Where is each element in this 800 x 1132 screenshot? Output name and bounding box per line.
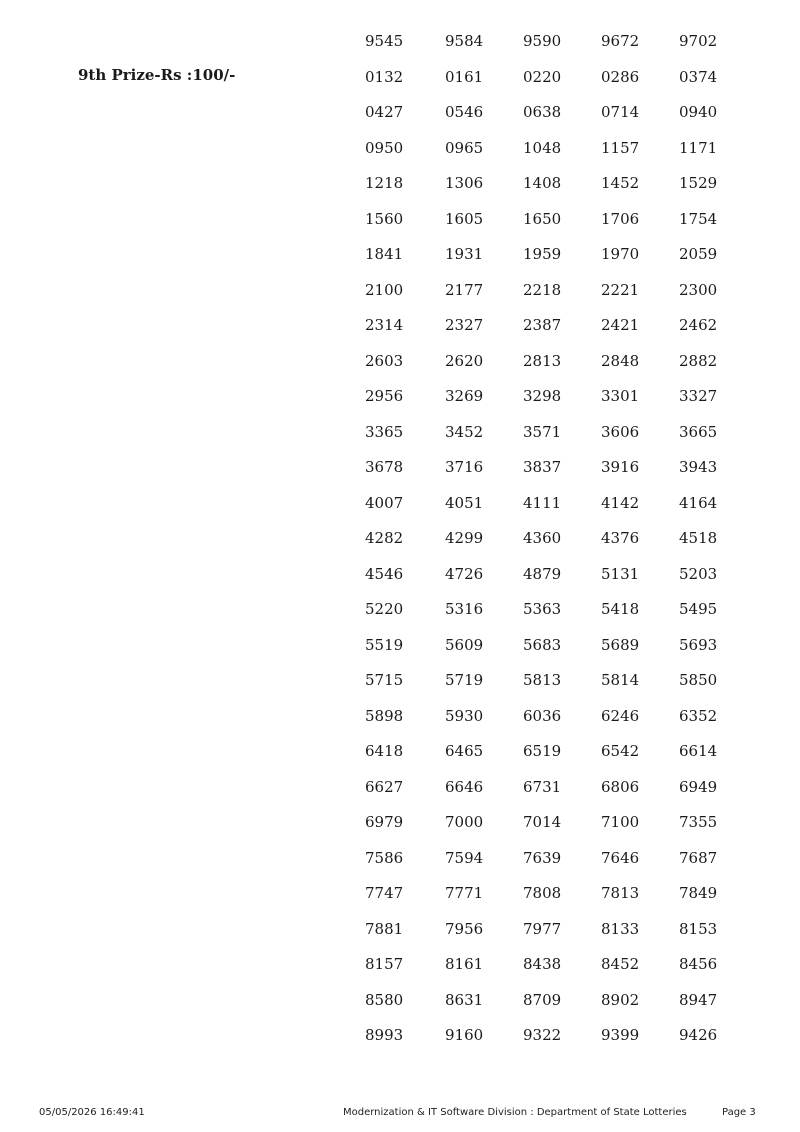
winning-number: 7355 — [679, 813, 718, 831]
winning-number: 6352 — [679, 706, 718, 725]
winning-number: 3298 — [523, 387, 562, 405]
winning-number: 1048 — [523, 138, 562, 157]
winning-number: 6979 — [365, 813, 404, 831]
winning-number: 0427 — [365, 103, 404, 121]
winning-number: 7000 — [445, 813, 484, 831]
footer-datetime: 05/05/2026 16:49:41 — [39, 1107, 145, 1118]
winning-number: 9590 — [523, 32, 562, 50]
winning-number: 2620 — [445, 351, 484, 370]
winning-number: 2218 — [523, 280, 562, 299]
winning-number: 8438 — [523, 955, 562, 973]
winning-number: 8709 — [523, 990, 562, 1009]
winning-number: 6731 — [523, 777, 562, 796]
winning-number: 1218 — [365, 174, 404, 192]
winning-number: 4282 — [365, 529, 404, 547]
winning-number: 6418 — [365, 742, 404, 760]
winning-number: 6246 — [601, 706, 640, 725]
winning-number: 1560 — [365, 209, 404, 228]
winning-number: 8133 — [601, 919, 640, 938]
winning-number: 7977 — [523, 919, 562, 938]
winning-number: 7639 — [523, 848, 562, 867]
winning-number: 7747 — [365, 884, 404, 902]
winning-number: 5609 — [445, 635, 484, 654]
winning-number: 1157 — [601, 138, 640, 157]
winning-number: 4111 — [523, 493, 562, 512]
winning-number: 6627 — [365, 777, 404, 796]
winning-number: 3571 — [523, 422, 562, 441]
footer-division: Modernization & IT Software Division : Department of State Lotteries — [343, 1107, 687, 1118]
winning-number: 1650 — [523, 209, 562, 228]
winning-number: 2327 — [445, 316, 484, 334]
winning-number: 2848 — [601, 351, 640, 370]
winning-number: 1706 — [601, 209, 640, 228]
winning-number: 5418 — [601, 600, 640, 618]
winning-number: 1959 — [523, 245, 562, 263]
winning-number: 1605 — [445, 209, 484, 228]
winning-number: 5495 — [679, 600, 718, 618]
winning-number: 3269 — [445, 387, 484, 405]
winning-number: 6542 — [601, 742, 640, 760]
winning-number: 4879 — [523, 564, 562, 583]
winning-number: 2059 — [679, 245, 718, 263]
winning-number: 7594 — [445, 848, 484, 867]
winning-number: 0161 — [445, 67, 484, 86]
winning-number: 2221 — [601, 280, 640, 299]
winning-number: 4726 — [445, 564, 484, 583]
winning-number: 1931 — [445, 245, 484, 263]
winning-number: 6465 — [445, 742, 484, 760]
winning-number: 5813 — [523, 671, 562, 689]
winning-number: 9399 — [601, 1026, 640, 1044]
winning-number: 5683 — [523, 635, 562, 654]
winning-number: 1408 — [523, 174, 562, 192]
winning-number: 8452 — [601, 955, 640, 973]
winning-number: 9672 — [601, 32, 640, 50]
winning-number: 8161 — [445, 955, 484, 973]
winning-number: 9702 — [679, 32, 718, 50]
winning-number: 3837 — [523, 458, 562, 476]
winning-number: 4051 — [445, 493, 484, 512]
winning-number: 2300 — [679, 280, 718, 299]
winning-number: 1529 — [679, 174, 718, 192]
winning-number: 2956 — [365, 387, 404, 405]
winning-number: 1841 — [365, 245, 404, 263]
winning-number: 7813 — [601, 884, 640, 902]
prize-title: 9th Prize-Rs :100/- — [78, 66, 236, 84]
winning-number: 3327 — [679, 387, 718, 405]
winning-number: 3716 — [445, 458, 484, 476]
winning-number: 7849 — [679, 884, 718, 902]
winning-number: 8902 — [601, 990, 640, 1009]
winning-number: 8157 — [365, 955, 404, 973]
winning-number: 5693 — [679, 635, 718, 654]
winning-number: 2387 — [523, 316, 562, 334]
winning-number: 0965 — [445, 138, 484, 157]
winning-number: 3606 — [601, 422, 640, 441]
winning-number: 7586 — [365, 848, 404, 867]
winning-number: 2462 — [679, 316, 718, 334]
winning-number: 5316 — [445, 600, 484, 618]
winning-number: 5715 — [365, 671, 404, 689]
winning-number: 7808 — [523, 884, 562, 902]
winning-number: 4376 — [601, 529, 640, 547]
winning-number: 1754 — [679, 209, 718, 228]
winning-number: 7771 — [445, 884, 484, 902]
winning-number: 3665 — [679, 422, 718, 441]
winning-number: 1970 — [601, 245, 640, 263]
winning-number: 8456 — [679, 955, 718, 973]
winning-number: 9426 — [679, 1026, 718, 1044]
winning-number: 3301 — [601, 387, 640, 405]
winning-number: 5719 — [445, 671, 484, 689]
winning-number: 2314 — [365, 316, 404, 334]
winning-number: 4360 — [523, 529, 562, 547]
winning-number: 5850 — [679, 671, 718, 689]
winning-number: 6614 — [679, 742, 718, 760]
winning-number: 3916 — [601, 458, 640, 476]
winning-number: 6646 — [445, 777, 484, 796]
winning-number: 8993 — [365, 1026, 404, 1044]
winning-number: 5930 — [445, 706, 484, 725]
winning-number: 4546 — [365, 564, 404, 583]
winning-number: 1452 — [601, 174, 640, 192]
winning-number: 3943 — [679, 458, 718, 476]
winning-number: 7687 — [679, 848, 718, 867]
winning-number: 0950 — [365, 138, 404, 157]
winning-number: 7881 — [365, 919, 404, 938]
winning-number: 7014 — [523, 813, 562, 831]
winning-number: 8580 — [365, 990, 404, 1009]
winning-number: 5519 — [365, 635, 404, 654]
winning-number: 8947 — [679, 990, 718, 1009]
winning-number: 5689 — [601, 635, 640, 654]
winning-number: 2882 — [679, 351, 718, 370]
winning-number: 6949 — [679, 777, 718, 796]
winning-number: 0638 — [523, 103, 562, 121]
winning-number: 0220 — [523, 67, 562, 86]
winning-number: 6519 — [523, 742, 562, 760]
winning-number: 9545 — [365, 32, 404, 50]
footer-page-number: Page 3 — [722, 1107, 756, 1118]
winning-number: 4007 — [365, 493, 404, 512]
winning-number: 0546 — [445, 103, 484, 121]
winning-number: 5131 — [601, 564, 640, 583]
winning-number: 5203 — [679, 564, 718, 583]
winning-number: 7956 — [445, 919, 484, 938]
winning-number: 8631 — [445, 990, 484, 1009]
winning-number: 0940 — [679, 103, 718, 121]
winning-number: 7100 — [601, 813, 640, 831]
winning-number: 9584 — [445, 32, 484, 50]
winning-number: 7646 — [601, 848, 640, 867]
winning-number: 1171 — [679, 138, 718, 157]
winning-number: 2421 — [601, 316, 640, 334]
winning-number: 3452 — [445, 422, 484, 441]
winning-number: 9160 — [445, 1026, 484, 1044]
winning-number: 6806 — [601, 777, 640, 796]
winning-number: 5220 — [365, 600, 404, 618]
winning-number: 5363 — [523, 600, 562, 618]
winning-number: 5898 — [365, 706, 404, 725]
winning-number: 0714 — [601, 103, 640, 121]
winning-number: 4299 — [445, 529, 484, 547]
winning-number: 8153 — [679, 919, 718, 938]
winning-number: 2177 — [445, 280, 484, 299]
winning-number: 0132 — [365, 67, 404, 86]
winning-number: 0286 — [601, 67, 640, 86]
winning-number: 4164 — [679, 493, 718, 512]
winning-number: 3365 — [365, 422, 404, 441]
winning-number: 2813 — [523, 351, 562, 370]
winning-number: 9322 — [523, 1026, 562, 1044]
winning-number: 6036 — [523, 706, 562, 725]
winning-number: 1306 — [445, 174, 484, 192]
winning-number: 2603 — [365, 351, 404, 370]
winning-number: 5814 — [601, 671, 640, 689]
winning-number: 0374 — [679, 67, 718, 86]
winning-number: 4518 — [679, 529, 718, 547]
winning-number: 3678 — [365, 458, 404, 476]
winning-number: 2100 — [365, 280, 404, 299]
winning-number: 4142 — [601, 493, 640, 512]
